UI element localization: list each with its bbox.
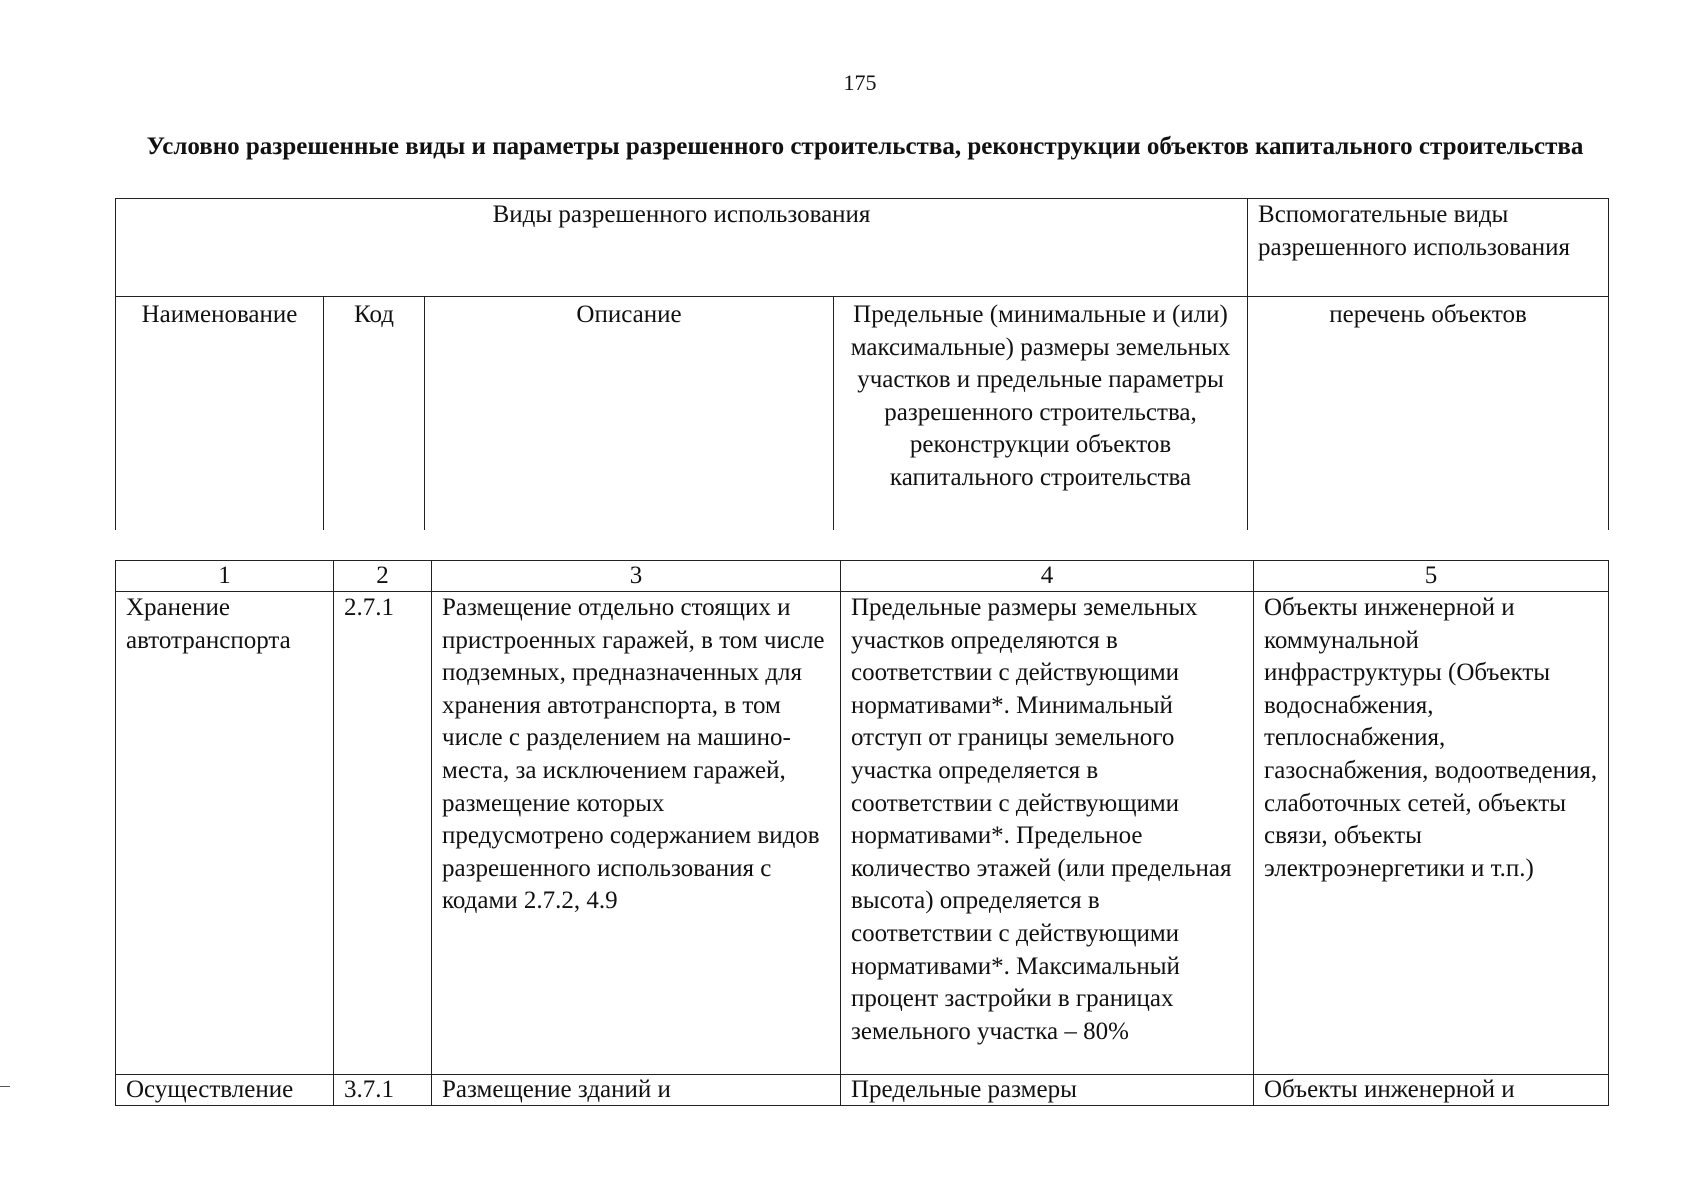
row-parameters: Предельные размеры земельных участков определяются в соответствии с действующими нормативами*. Минимальный отступ от границы земельного участка определяется в соответствии с действующими нормативами*. Предельное количество этажей (или предельная высота) определяется в соответствии с действующими нормативами*. Максимальный процент застройки в границах земельного участка – 80% [841, 592, 1254, 1075]
permitted-use-group-header: Виды разрешенного использования [116, 199, 1248, 297]
column-header-parameters: Предельные (минимальные и (или) максимальные) размеры земельных участков и предельные параметры разрешенного строительства, реконструкции объектов капитального строительства [834, 297, 1248, 531]
row-name: Осуществление [116, 1075, 334, 1106]
row-code: 2.7.1 [334, 592, 432, 1075]
row-parameters: Предельные размеры [841, 1075, 1254, 1106]
column-number: 5 [1254, 561, 1609, 592]
column-numbers-row [116, 561, 1609, 592]
column-number: 1 [116, 561, 334, 592]
row-objects: Объекты инженерной и [1254, 1075, 1609, 1106]
column-header-code: Код [324, 297, 425, 531]
row-code: 3.7.1 [334, 1075, 432, 1106]
row-description: Размещение зданий и [432, 1075, 841, 1106]
header-table [115, 198, 1609, 530]
column-number: 2 [334, 561, 432, 592]
data-table [115, 560, 1609, 1106]
column-header-name: Наименование [116, 297, 324, 531]
row-objects: Объекты инженерной и коммунальной инфраструктуры (Объекты водоснабжения, теплоснабжения, газоснабжения, водоотведения, слаботочных сетей, объекты связи, объекты электроэнергетики и т.п.) [1254, 592, 1609, 1075]
column-header-objects: перечень объектов [1248, 297, 1609, 531]
auxiliary-uses-header: Вспомогательные виды разрешенного использования [1248, 199, 1609, 297]
table-row [116, 1075, 1609, 1106]
column-number: 4 [841, 561, 1254, 592]
row-description: Размещение отдельно стоящих и пристроенных гаражей, в том числе подземных, предназначенных для хранения автотранспорта, в том числе с разделением на машино-места, за исключением гаражей, размещение которых предусмотрено содержанием видов разрешенного использования с кодами 2.7.2, 4.9 [432, 592, 841, 1075]
margin-mark [0, 1086, 10, 1087]
page-number: 175 [843, 70, 877, 95]
column-number: 3 [432, 561, 841, 592]
table-row [116, 592, 1609, 1075]
document-title: Условно разрешенные виды и параметры разрешенного строительства, реконструкции объектов капитального строительства [146, 133, 1584, 160]
row-name: Хранение автотранспорта [116, 592, 334, 1075]
column-header-description: Описание [425, 297, 834, 531]
